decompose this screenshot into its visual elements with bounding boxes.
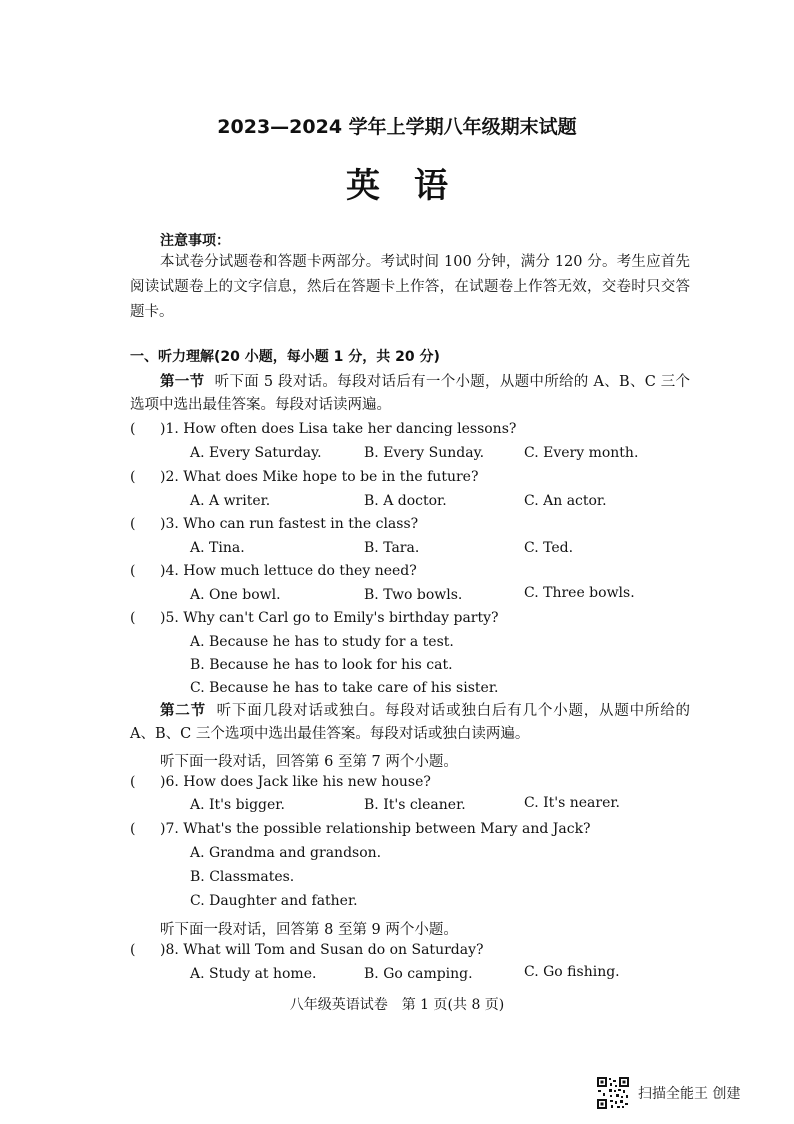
question-number: )1. bbox=[160, 421, 179, 437]
question-8 bbox=[130, 942, 484, 958]
option-b: B. Every Sunday. bbox=[364, 445, 485, 461]
question-number: )8. bbox=[160, 942, 179, 958]
question-text: What will Tom and Susan do on Saturday? bbox=[183, 942, 484, 958]
option-b: B. A doctor. bbox=[364, 493, 447, 509]
option-c: C. An actor. bbox=[524, 493, 607, 509]
question-text: How much lettuce do they need? bbox=[183, 563, 417, 579]
exam-title: 2023—2024 学年上学期八年级期末试题 bbox=[217, 116, 577, 138]
answer-paren[interactable]: ( bbox=[130, 610, 136, 626]
watermark-text: 扫描全能王 创建 bbox=[638, 1086, 741, 1102]
option-a: A. Every Saturday. bbox=[190, 445, 322, 461]
notes-heading: 注意事项： bbox=[160, 233, 230, 249]
answer-paren[interactable]: ( bbox=[130, 563, 136, 579]
question-text: Who can run fastest in the class? bbox=[183, 516, 419, 532]
part2-text: 听下面几段对话或独白。每段对话或独白后有几个小题，从题中所给的 A、B、C 三个选项中选出最佳答案。每段对话或独白读两遍。 bbox=[130, 703, 691, 742]
question-number: )5. bbox=[160, 610, 179, 626]
answer-paren[interactable]: ( bbox=[130, 942, 136, 958]
answer-paren[interactable]: ( bbox=[130, 516, 136, 532]
answer-paren[interactable]: ( bbox=[130, 821, 136, 837]
option-c: C. Daughter and father. bbox=[190, 893, 358, 909]
option-b: B. Go camping. bbox=[364, 966, 473, 982]
exam-subject: 英语 bbox=[346, 166, 482, 206]
question-number: )2. bbox=[160, 469, 179, 485]
part2-instructions bbox=[130, 700, 690, 746]
question-3 bbox=[130, 516, 418, 532]
option-a: A. Because he has to study for a test. bbox=[190, 634, 454, 650]
scanner-watermark bbox=[596, 1076, 740, 1110]
qr-code-icon bbox=[596, 1076, 630, 1110]
option-c: C. It's nearer. bbox=[524, 795, 620, 811]
answer-paren[interactable]: ( bbox=[130, 469, 136, 485]
hint-q8-q9: 听下面一段对话，回答第 8 至第 9 两个小题。 bbox=[160, 922, 458, 938]
option-a: A. Study at home. bbox=[190, 966, 317, 982]
answer-paren[interactable]: ( bbox=[130, 421, 136, 437]
option-a: A. One bowl. bbox=[190, 587, 281, 603]
notes-body: 本试卷分试题卷和答题卡两部分。考试时间 100 分钟，满分 120 分。考生应首先阅读试题卷上的文字信息，然后在答题卡上作答，在试题卷上作答无效，交卷时只交答题卡。 bbox=[130, 254, 690, 320]
option-b: B. Tara. bbox=[364, 540, 420, 556]
option-a: A. Tina. bbox=[190, 540, 245, 556]
part1-text: 听下面 5 段对话。每段对话后有一个小题，从题中所给的 A、B、C 三个选项中选出最佳答案。每段对话读两遍。 bbox=[130, 374, 691, 413]
answer-paren[interactable]: ( bbox=[130, 774, 136, 790]
part1-instructions bbox=[130, 371, 690, 417]
question-4 bbox=[130, 563, 417, 579]
part1-label: 第一节 bbox=[160, 374, 205, 390]
question-text: What's the possible relationship between Mary and Jack? bbox=[183, 821, 591, 837]
question-5 bbox=[130, 610, 499, 626]
hint-q6-q7: 听下面一段对话，回答第 6 至第 7 两个小题。 bbox=[160, 754, 458, 770]
option-c: C. Because he has to take care of his sister. bbox=[190, 680, 499, 696]
page-footer: 八年级英语试卷 第 1 页(共 8 页) bbox=[289, 997, 505, 1013]
question-text: Why can't Carl go to Emily's birthday party? bbox=[183, 610, 499, 626]
option-c: C. Three bowls. bbox=[524, 585, 635, 601]
option-c: C. Ted. bbox=[524, 540, 574, 556]
option-c: C. Go fishing. bbox=[524, 964, 620, 980]
option-c: C. Every month. bbox=[524, 445, 639, 461]
option-b: B. Because he has to look for his cat. bbox=[190, 657, 453, 673]
question-text: How does Jack like his new house? bbox=[183, 774, 431, 790]
question-2 bbox=[130, 469, 478, 485]
question-6 bbox=[130, 774, 431, 790]
question-7 bbox=[130, 821, 591, 837]
option-b: B. Classmates. bbox=[190, 869, 295, 885]
question-number: )6. bbox=[160, 774, 179, 790]
question-number: )7. bbox=[160, 821, 179, 837]
question-text: What does Mike hope to be in the future? bbox=[183, 469, 479, 485]
question-1 bbox=[130, 421, 516, 437]
question-text: How often does Lisa take her dancing lessons? bbox=[183, 421, 517, 437]
part2-label: 第二节 bbox=[160, 703, 206, 719]
option-b: B. Two bowls. bbox=[364, 587, 463, 603]
section1-heading: 一、听力理解(20 小题，每小题 1 分，共 20 分) bbox=[130, 349, 440, 365]
option-a: A. It's bigger. bbox=[190, 797, 285, 813]
option-a: A. A writer. bbox=[190, 493, 271, 509]
option-a: A. Grandma and grandson. bbox=[190, 845, 382, 861]
option-b: B. It's cleaner. bbox=[364, 797, 466, 813]
question-number: )4. bbox=[160, 563, 179, 579]
question-number: )3. bbox=[160, 516, 179, 532]
